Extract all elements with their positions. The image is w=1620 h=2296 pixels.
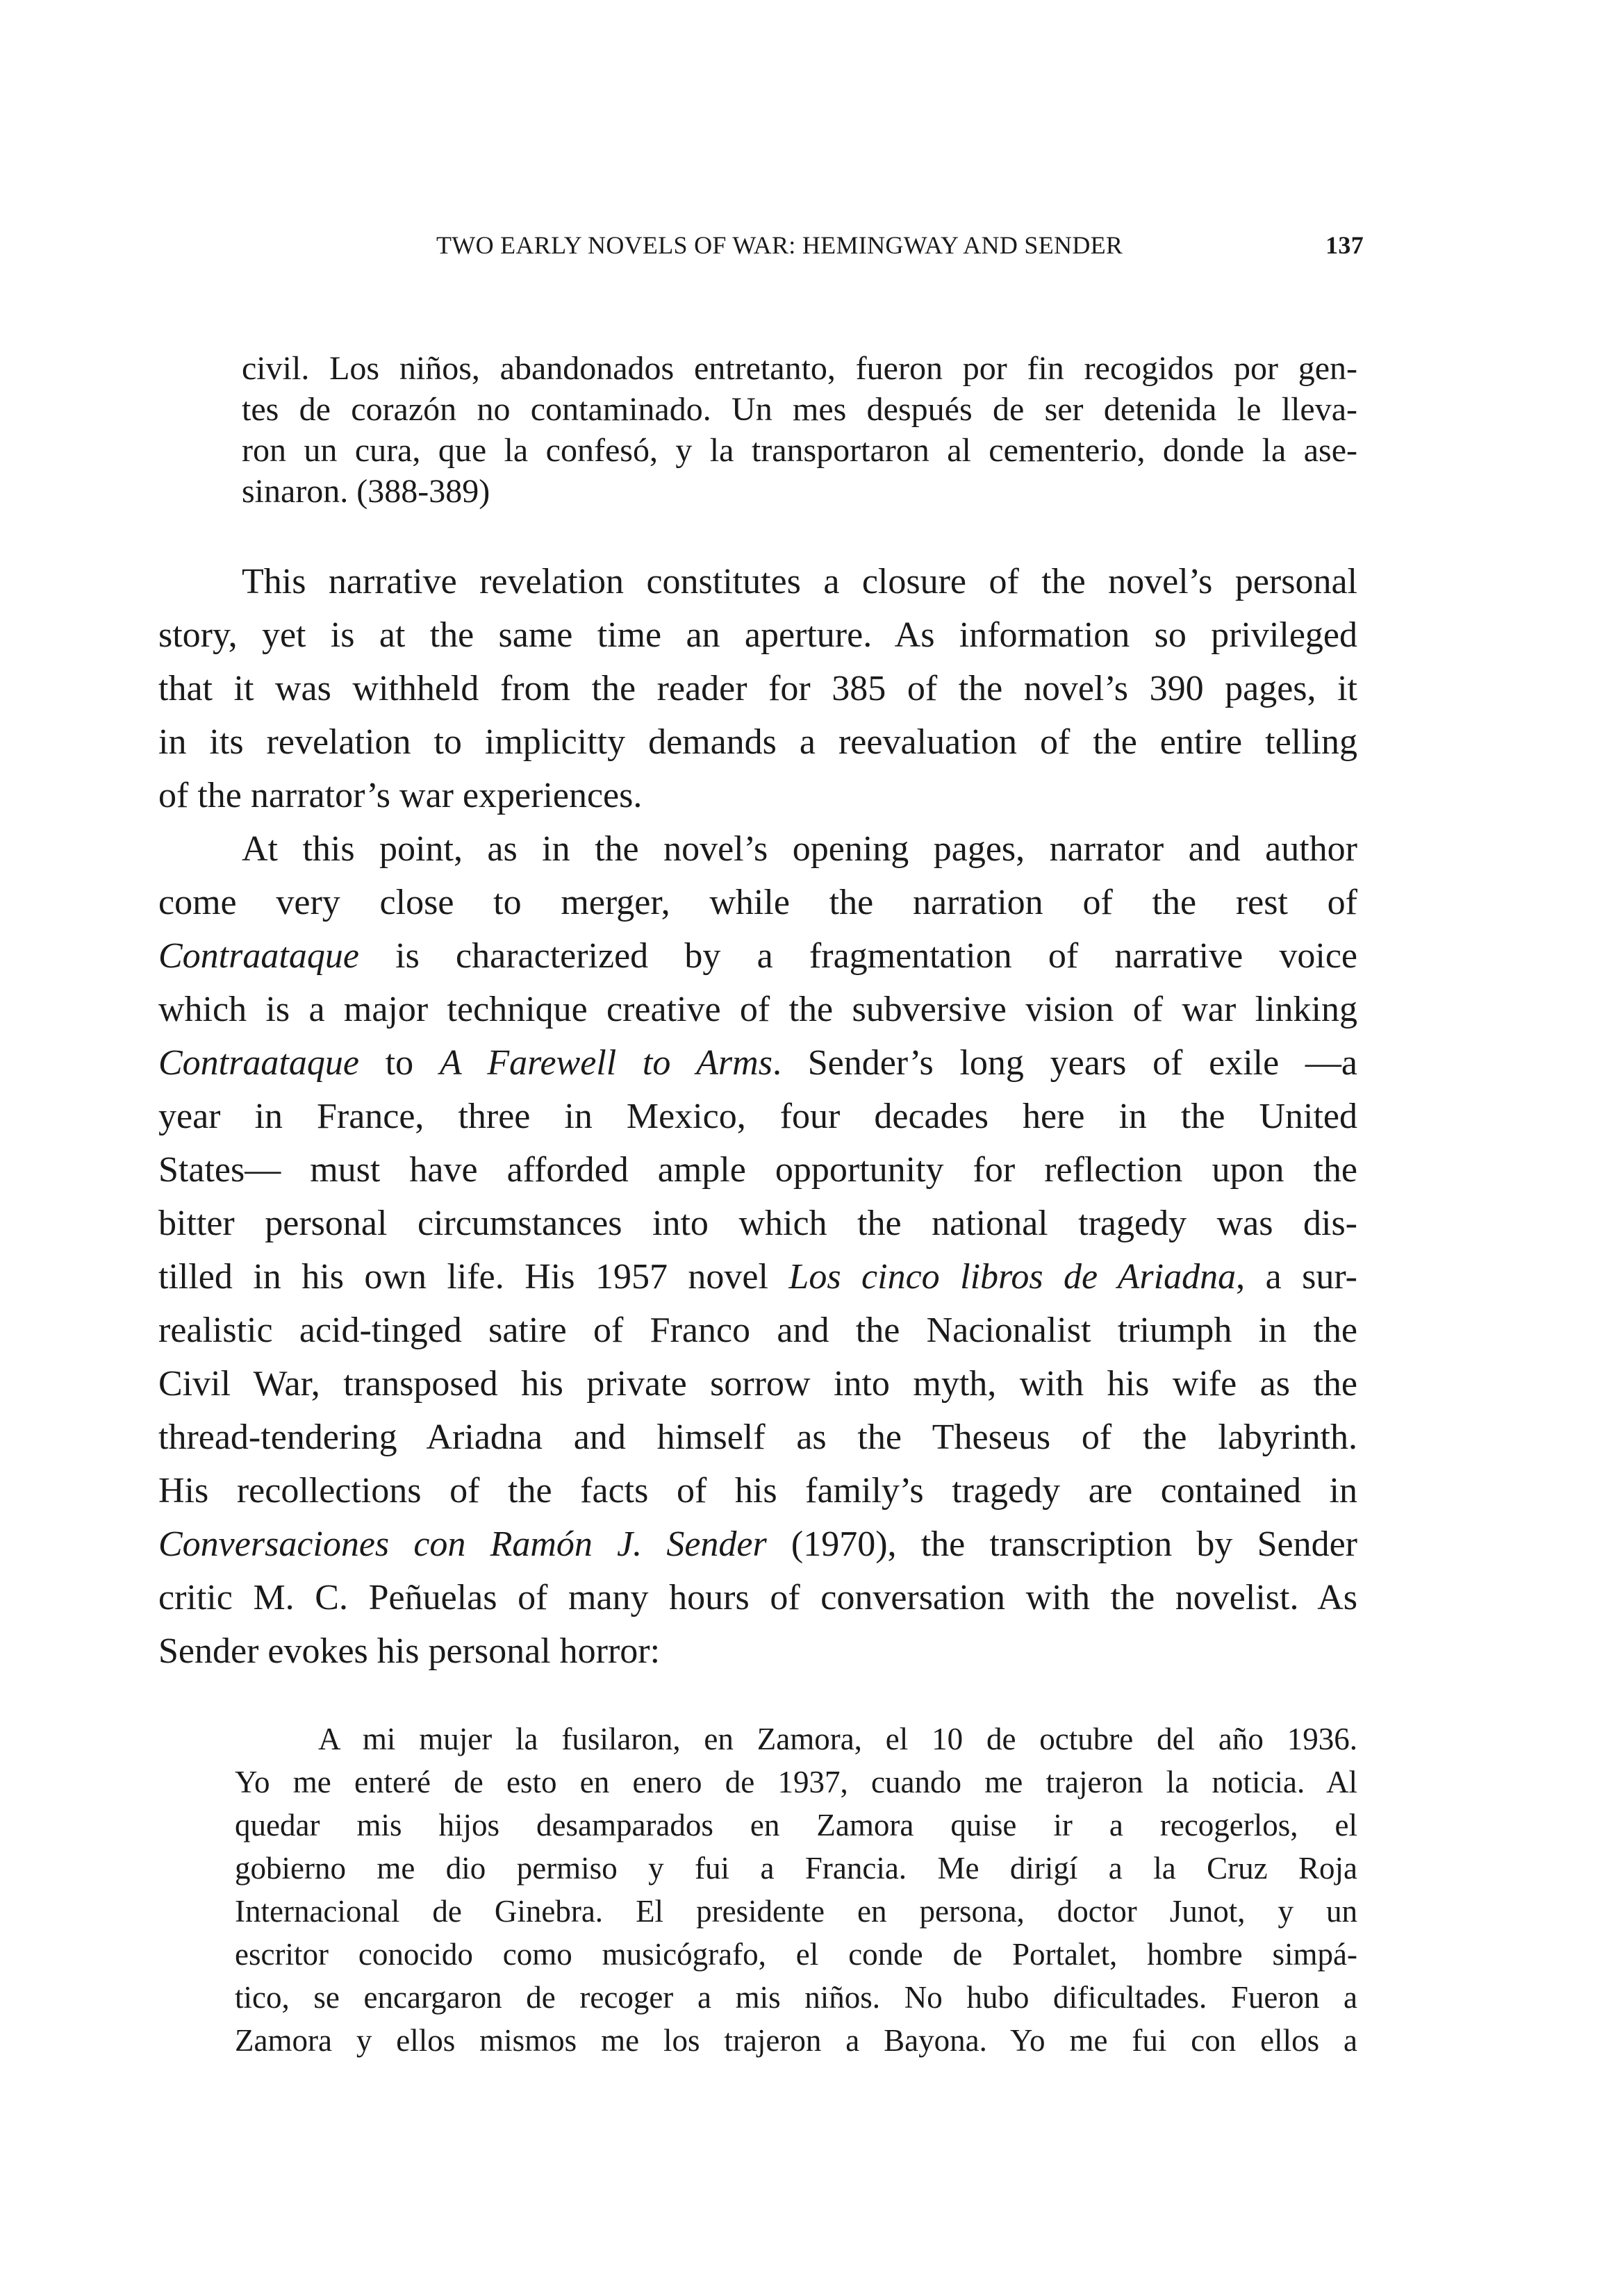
para2-line: come very close to merger, while the narration of the rest of [158, 883, 1357, 922]
quote2-line: A mi mujer la fusilaron, en Zamora, el 10 de octubre del año 1936. [318, 1722, 1357, 1756]
quote2-line: Internacional de Ginebra. El presidente en persona, doctor Junot, y un [235, 1894, 1357, 1929]
para2-line: Civil War, transposed his private sorrow into myth, with his wife as the [158, 1364, 1357, 1404]
quote1-line: tes de corazón no contaminado. Un mes después de ser detenida le lleva- [242, 391, 1357, 428]
text-run: . Sender’s long years of exile —a [772, 1043, 1357, 1083]
quote1-line: ron un cura, que la confesó, y la transportaron al cementerio, donde la ase- [242, 432, 1357, 469]
para2-line: which is a major technique creative of the subversive vision of war linking [158, 990, 1357, 1029]
quote1-line: civil. Los niños, abandonados entretanto, fueron por fin recogidos por gen- [242, 350, 1357, 387]
para2-line: bitter personal circumstances into which the national tragedy was dis- [158, 1204, 1357, 1243]
quote2-line: escritor conocido como musicógrafo, el conde de Portalet, hombre simpá- [235, 1937, 1357, 1972]
para2-line: critic M. C. Peñuelas of many hours of conversation with the novelist. As [158, 1578, 1357, 1617]
quote2-line: tico, se encargaron de recoger a mis niños. No hubo dificultades. Fueron a [235, 1980, 1357, 2015]
para2-line: Sender evokes his personal horror: [158, 1631, 661, 1671]
quote1-line: sinaron. (388-389) [242, 473, 490, 510]
para2-line: At this point, as in the novel’s opening pages, narrator and author [242, 829, 1357, 869]
book-title: Contraataque [158, 1043, 359, 1083]
text-run: , a sur- [1236, 1257, 1357, 1297]
quote2-line: Zamora y ellos mismos me los trajeron a Bayona. Yo me fui con ellos a [235, 2023, 1357, 2058]
para2-line [158, 1042, 1357, 1083]
para1-line: story, yet is at the same time an aperture. As information so privileged [158, 615, 1357, 655]
para2-line [158, 1524, 1357, 1565]
para2-line: thread-tendering Ariadna and himself as the Theseus of the labyrinth. [158, 1417, 1357, 1457]
book-title: A Farewell to Arms [439, 1043, 772, 1083]
book-title: Los cinco libros de Ariadna [788, 1257, 1237, 1297]
para2-line: His recollections of the facts of his family’s tragedy are contained in [158, 1471, 1357, 1511]
text-run: (1970), the transcription by Sender [766, 1524, 1358, 1564]
text-run: to [358, 1043, 440, 1083]
quote2-line: quedar mis hijos desamparados en Zamora quise ir a recogerlos, el [235, 1808, 1357, 1842]
para2-line: year in France, three in Mexico, four decades here in the United [158, 1097, 1357, 1136]
text-run: tilled in his own life. His 1957 novel [158, 1257, 789, 1297]
para2-line: States— must have afforded ample opportunity for reflection upon the [158, 1150, 1357, 1190]
para1-line: that it was withheld from the reader for 385 of the novel’s 390 pages, it [158, 669, 1357, 708]
page-number: 137 [1325, 231, 1364, 259]
para2-line: realistic acid-tinged satire of Franco and the Nacionalist triumph in the [158, 1311, 1357, 1350]
quote2-line: gobierno me dio permiso y fui a Francia. Me dirigí a la Cruz Roja [235, 1851, 1357, 1886]
para2-line [158, 935, 1357, 976]
text-run: is characterized by a fragmentation of narrative voice [358, 936, 1357, 976]
quote2-line: Yo me enteré de esto en enero de 1937, cuando me trajeron la noticia. Al [235, 1765, 1357, 1799]
book-title: Contraataque [158, 936, 359, 976]
para1-line: This narrative revelation constitutes a closure of the novel’s personal [242, 562, 1357, 601]
para1-line: of the narrator’s war experiences. [158, 776, 643, 815]
running-title: TWO EARLY NOVELS OF WAR: HEMINGWAY AND SENDER [436, 231, 1123, 259]
running-head [436, 231, 1364, 260]
para1-line: in its revelation to implicitty demands a reevaluation of the entire telling [158, 722, 1357, 762]
para2-line [158, 1256, 1357, 1297]
book-title: Conversaciones con Ramón J. Sender [158, 1524, 767, 1564]
